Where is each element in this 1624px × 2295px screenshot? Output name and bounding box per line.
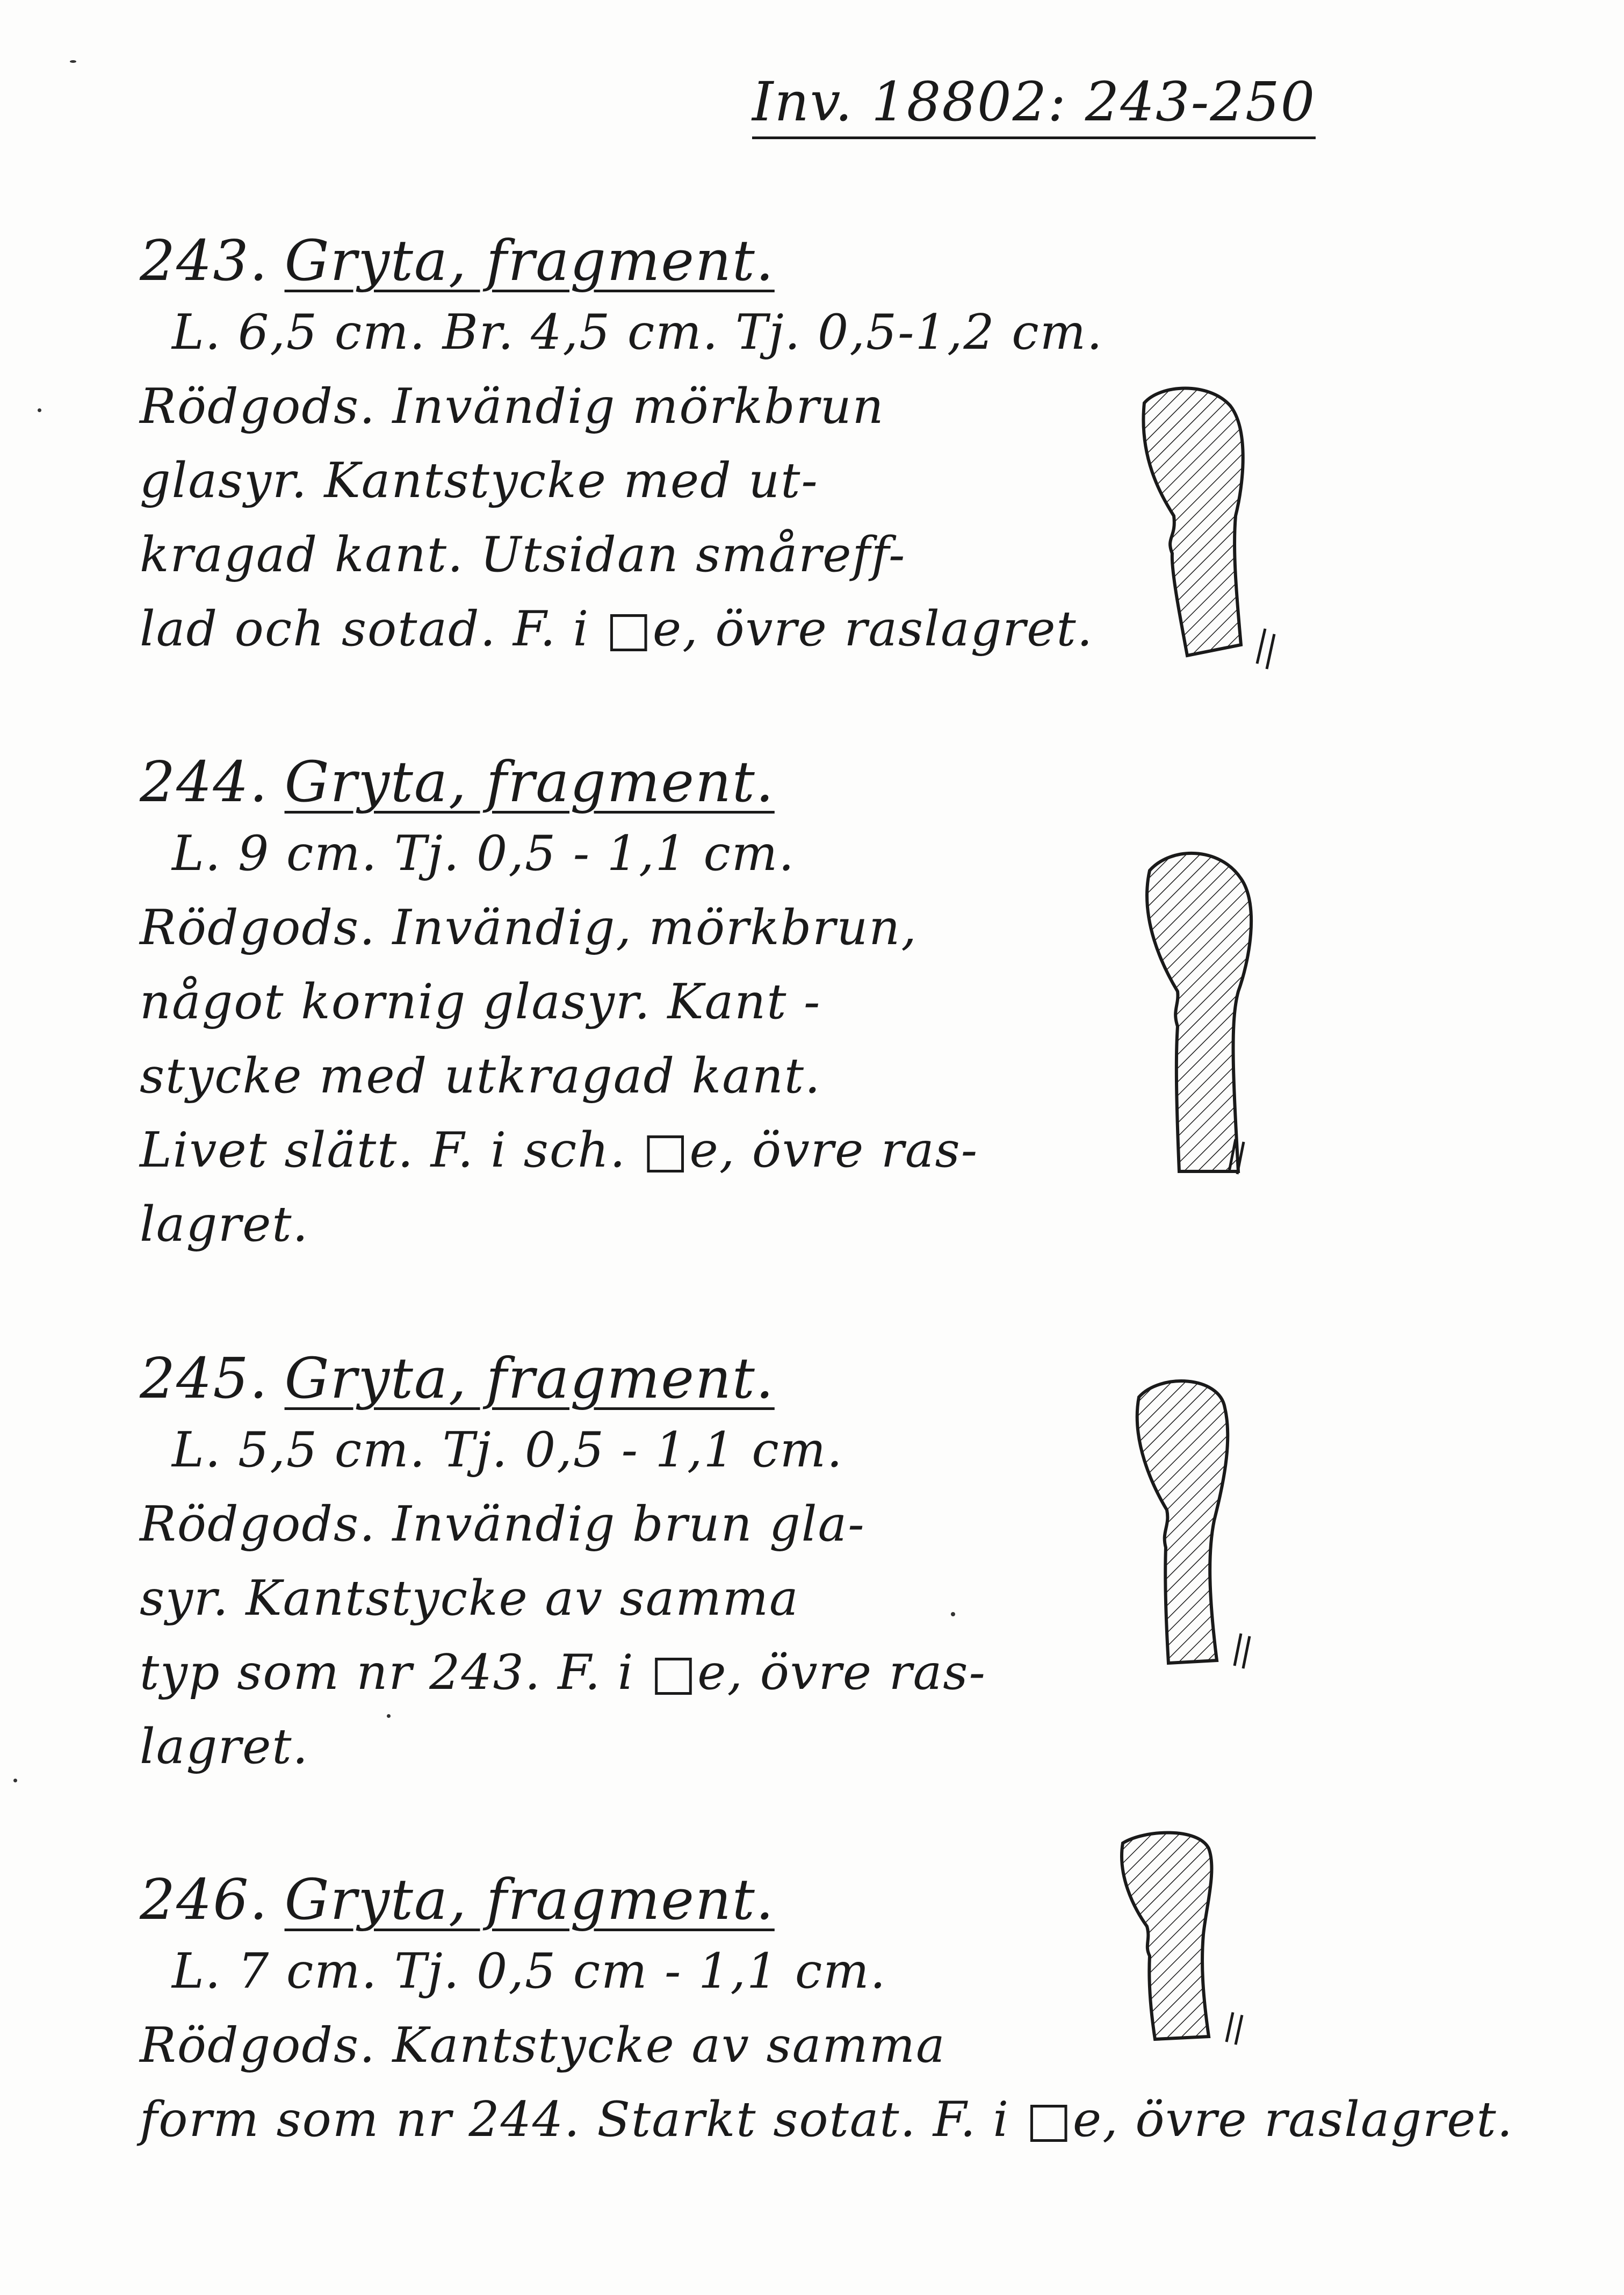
entry-description-line: typ som nr 243. F. i □e, övre ras-	[140, 1644, 986, 1701]
entry-description-line: form som nr 244. Starkt sotat. F. i □e, övre raslagret.	[140, 2091, 1514, 2148]
entry-title: Gryta, fragment.	[284, 228, 775, 293]
entry-description-line: glasyr. Kantstycke med ut-	[140, 452, 819, 509]
entry-description-line: lagret.	[140, 1196, 309, 1253]
entry-measurements: L. 5,5 cm. Tj. 0,5 - 1,1 cm.	[172, 1422, 843, 1478]
rim-profile-section-244-icon	[1134, 838, 1305, 1182]
catalogue-entry-243	[140, 226, 1103, 666]
paper-speck	[38, 408, 41, 412]
entry-number: 243.	[140, 228, 269, 293]
rim-profile-section-245-icon	[1128, 1370, 1300, 1693]
entry-description-line: Rödgods. Invändig brun gla-	[140, 1496, 865, 1552]
entry-title: Gryta, fragment.	[284, 1867, 775, 1932]
paper-speck	[13, 1779, 17, 1782]
entry-measurements: L. 6,5 cm. Br. 4,5 cm. Tj. 0,5-1,2 cm.	[172, 304, 1103, 361]
entry-number: 244.	[140, 749, 269, 815]
entry-number: 245.	[140, 1346, 269, 1411]
entry-number: 246.	[140, 1867, 269, 1932]
entry-description-line: stycke med utkragad kant.	[140, 1048, 821, 1104]
paper-speck	[387, 1714, 391, 1718]
entry-description-line: Rödgods. Invändig, mörkbrun,	[140, 900, 918, 956]
entry-measurements: L. 7 cm. Tj. 0,5 cm - 1,1 cm.	[172, 1943, 887, 1999]
entry-description-line: Livet slätt. F. i sch. □e, övre ras-	[140, 1122, 979, 1178]
paper-speck	[951, 1612, 955, 1616]
entry-measurements: L. 9 cm. Tj. 0,5 - 1,1 cm.	[172, 825, 795, 882]
rim-profile-section-246-icon	[1117, 1827, 1279, 2053]
paper-speck	[70, 60, 76, 63]
entry-heading	[140, 747, 978, 817]
entry-description-line: kragad kant. Utsidan småreff-	[140, 527, 906, 583]
entry-description-line: Rödgods. Kantstycke av samma	[140, 2017, 946, 2074]
entry-description-line: Rödgods. Invändig mörkbrun	[140, 378, 885, 435]
entry-heading	[140, 1343, 986, 1413]
inventory-label: Inv. 18802: 243-250	[752, 70, 1316, 139]
entry-title: Gryta, fragment.	[284, 1346, 775, 1411]
entry-description-line: syr. Kantstycke av samma	[140, 1570, 799, 1627]
rim-profile-section-243-icon	[1128, 376, 1300, 677]
catalogue-entry-244	[140, 747, 978, 1262]
entry-description-line: lad och sotad. F. i □e, övre raslagret.	[140, 601, 1094, 657]
catalogue-entry-246	[140, 1865, 1513, 2157]
entry-title: Gryta, fragment.	[284, 749, 775, 815]
entry-description-line: lagret.	[140, 1718, 309, 1775]
catalogue-entry-245	[140, 1343, 986, 1784]
entry-heading	[140, 1865, 1513, 1934]
entry-heading	[140, 226, 1103, 296]
entry-description-line: något kornig glasyr. Kant -	[140, 974, 821, 1030]
